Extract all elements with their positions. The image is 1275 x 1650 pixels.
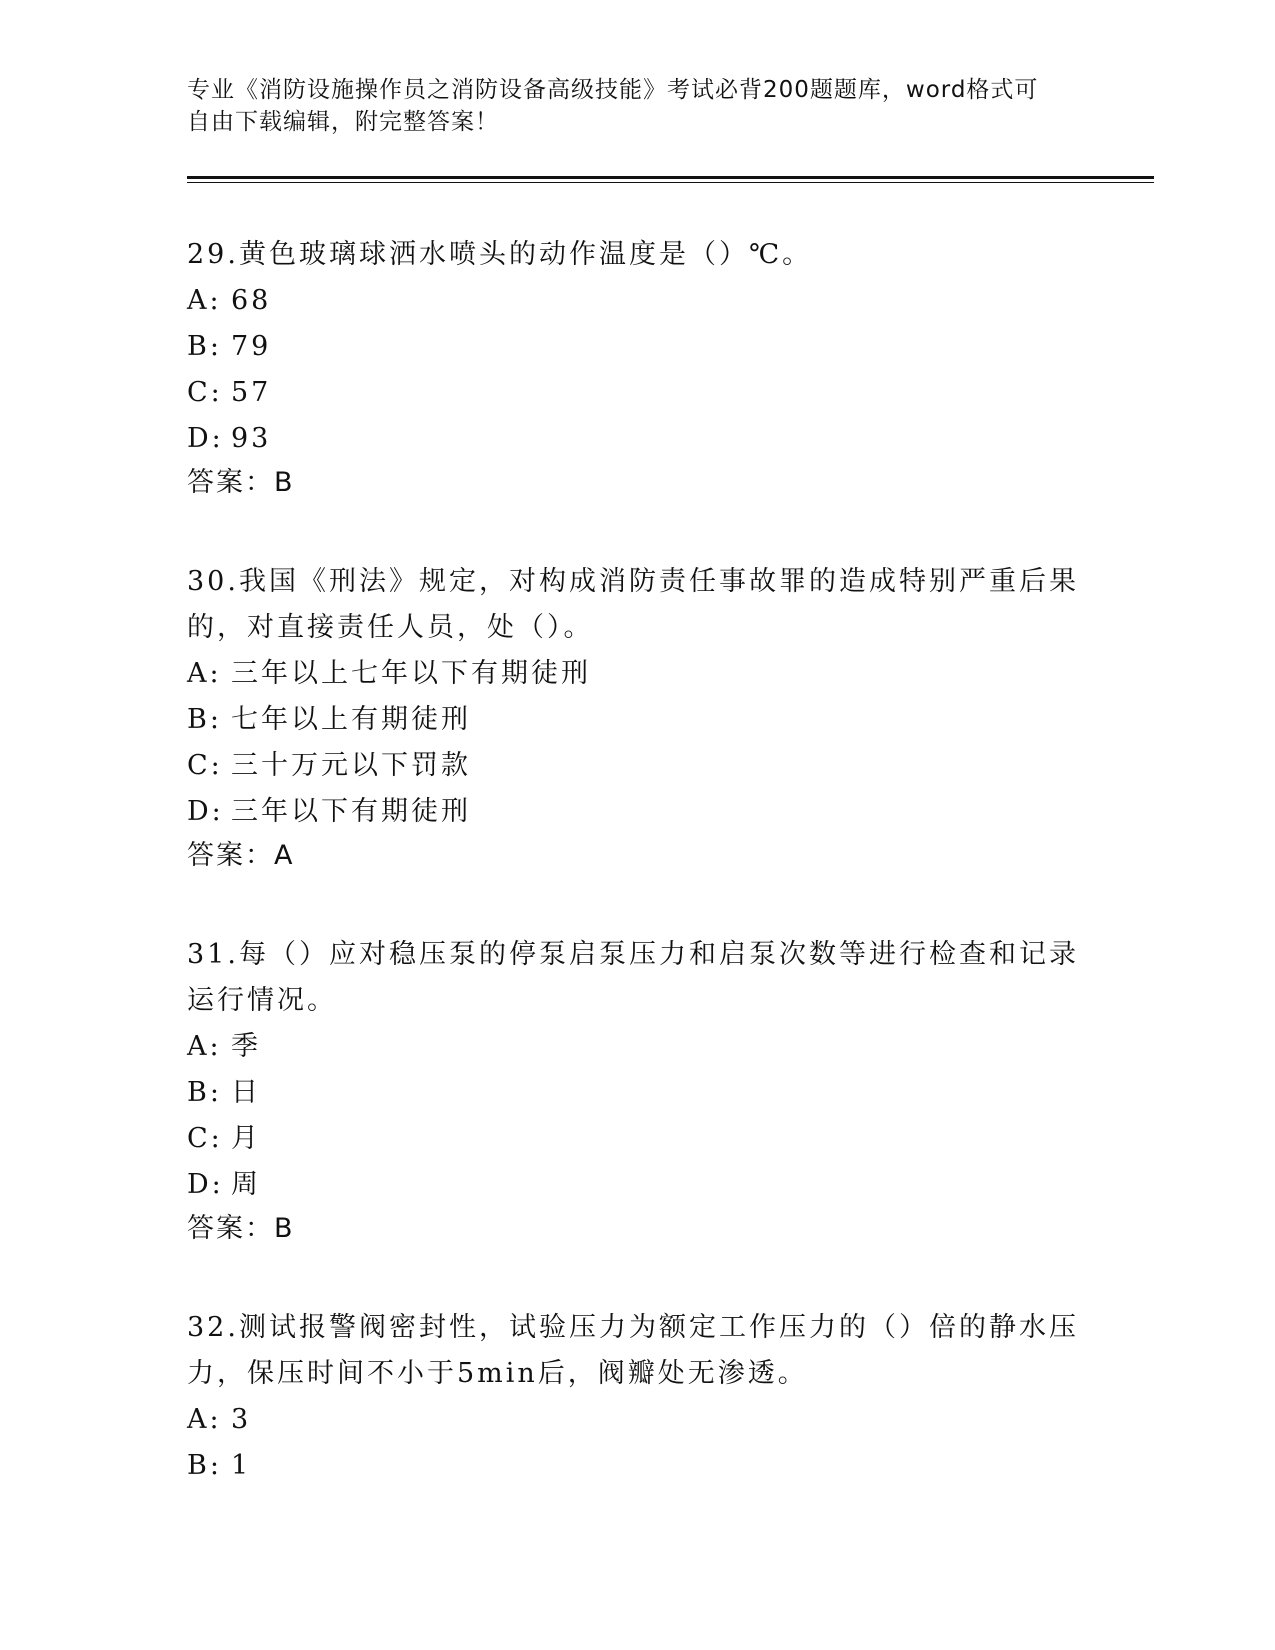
option-letter: B: bbox=[187, 1450, 222, 1481]
option-letter: A: bbox=[187, 1031, 222, 1062]
option-c bbox=[187, 1116, 1087, 1162]
option-text: 79 bbox=[231, 331, 272, 362]
option-letter: D: bbox=[187, 796, 224, 827]
option-b bbox=[187, 697, 1087, 743]
option-text: 月 bbox=[231, 1123, 261, 1154]
option-d bbox=[187, 1162, 1087, 1208]
option-b bbox=[187, 1443, 1087, 1489]
option-text: 季 bbox=[231, 1031, 261, 1062]
option-c bbox=[187, 743, 1087, 789]
option-letter: B: bbox=[187, 331, 222, 362]
header-line-2: 自由下载编辑，附完整答案！ bbox=[187, 109, 499, 135]
option-text: 三十万元以下罚款 bbox=[231, 750, 471, 781]
question-item bbox=[187, 1305, 1087, 1489]
option-d bbox=[187, 416, 1087, 462]
option-letter: A: bbox=[187, 285, 222, 316]
option-a bbox=[187, 651, 1087, 697]
question-item bbox=[187, 932, 1087, 1250]
option-text: 3 bbox=[231, 1404, 252, 1435]
header-divider-thin bbox=[187, 182, 1154, 183]
option-text: 57 bbox=[231, 377, 272, 408]
option-a bbox=[187, 278, 1087, 324]
answer-line: 答案：A bbox=[187, 840, 295, 871]
option-text: 日 bbox=[231, 1077, 261, 1108]
answer-line: 答案：B bbox=[187, 1213, 295, 1244]
option-a bbox=[187, 1397, 1087, 1443]
question-stem: 32.测试报警阀密封性，试验压力为额定工作压力的（）倍的静水压力，保压时间不小于5min后，阀瓣处无渗透。 bbox=[187, 1312, 1079, 1389]
option-letter: B: bbox=[187, 704, 222, 735]
option-text: 1 bbox=[231, 1450, 252, 1481]
option-text: 三年以下有期徒刑 bbox=[231, 796, 471, 827]
option-letter: C: bbox=[187, 377, 223, 408]
question-stem: 30.我国《刑法》规定，对构成消防责任事故罪的造成特别严重后果的，对直接责任人员，处（）。 bbox=[187, 566, 1079, 643]
option-letter: B: bbox=[187, 1077, 222, 1108]
option-b bbox=[187, 324, 1087, 370]
option-letter: A: bbox=[187, 1404, 222, 1435]
option-letter: C: bbox=[187, 1123, 223, 1154]
document-header bbox=[187, 74, 1077, 138]
option-b bbox=[187, 1070, 1087, 1116]
question-item bbox=[187, 559, 1087, 877]
option-text: 93 bbox=[231, 423, 272, 454]
question-stem: 31.每（）应对稳压泵的停泵启泵压力和启泵次数等进行检查和记录运行情况。 bbox=[187, 939, 1079, 1016]
header-divider-thick bbox=[187, 176, 1154, 179]
question-item bbox=[187, 232, 1087, 504]
option-letter: D: bbox=[187, 423, 224, 454]
option-text: 周 bbox=[231, 1169, 261, 1200]
option-letter: D: bbox=[187, 1169, 224, 1200]
option-d bbox=[187, 789, 1087, 835]
header-line-1: 专业《消防设施操作员之消防设备高级技能》考试必背200题题库，word格式可 bbox=[187, 77, 1039, 103]
question-stem: 29.黄色玻璃球洒水喷头的动作温度是（）℃。 bbox=[187, 239, 813, 270]
option-a bbox=[187, 1024, 1087, 1070]
question-list bbox=[187, 232, 1087, 1544]
option-letter: C: bbox=[187, 750, 223, 781]
option-text: 七年以上有期徒刑 bbox=[231, 704, 471, 735]
option-letter: A: bbox=[187, 658, 222, 689]
option-text: 68 bbox=[231, 285, 272, 316]
answer-line: 答案：B bbox=[187, 467, 295, 498]
option-text: 三年以上七年以下有期徒刑 bbox=[231, 658, 591, 689]
option-c bbox=[187, 370, 1087, 416]
